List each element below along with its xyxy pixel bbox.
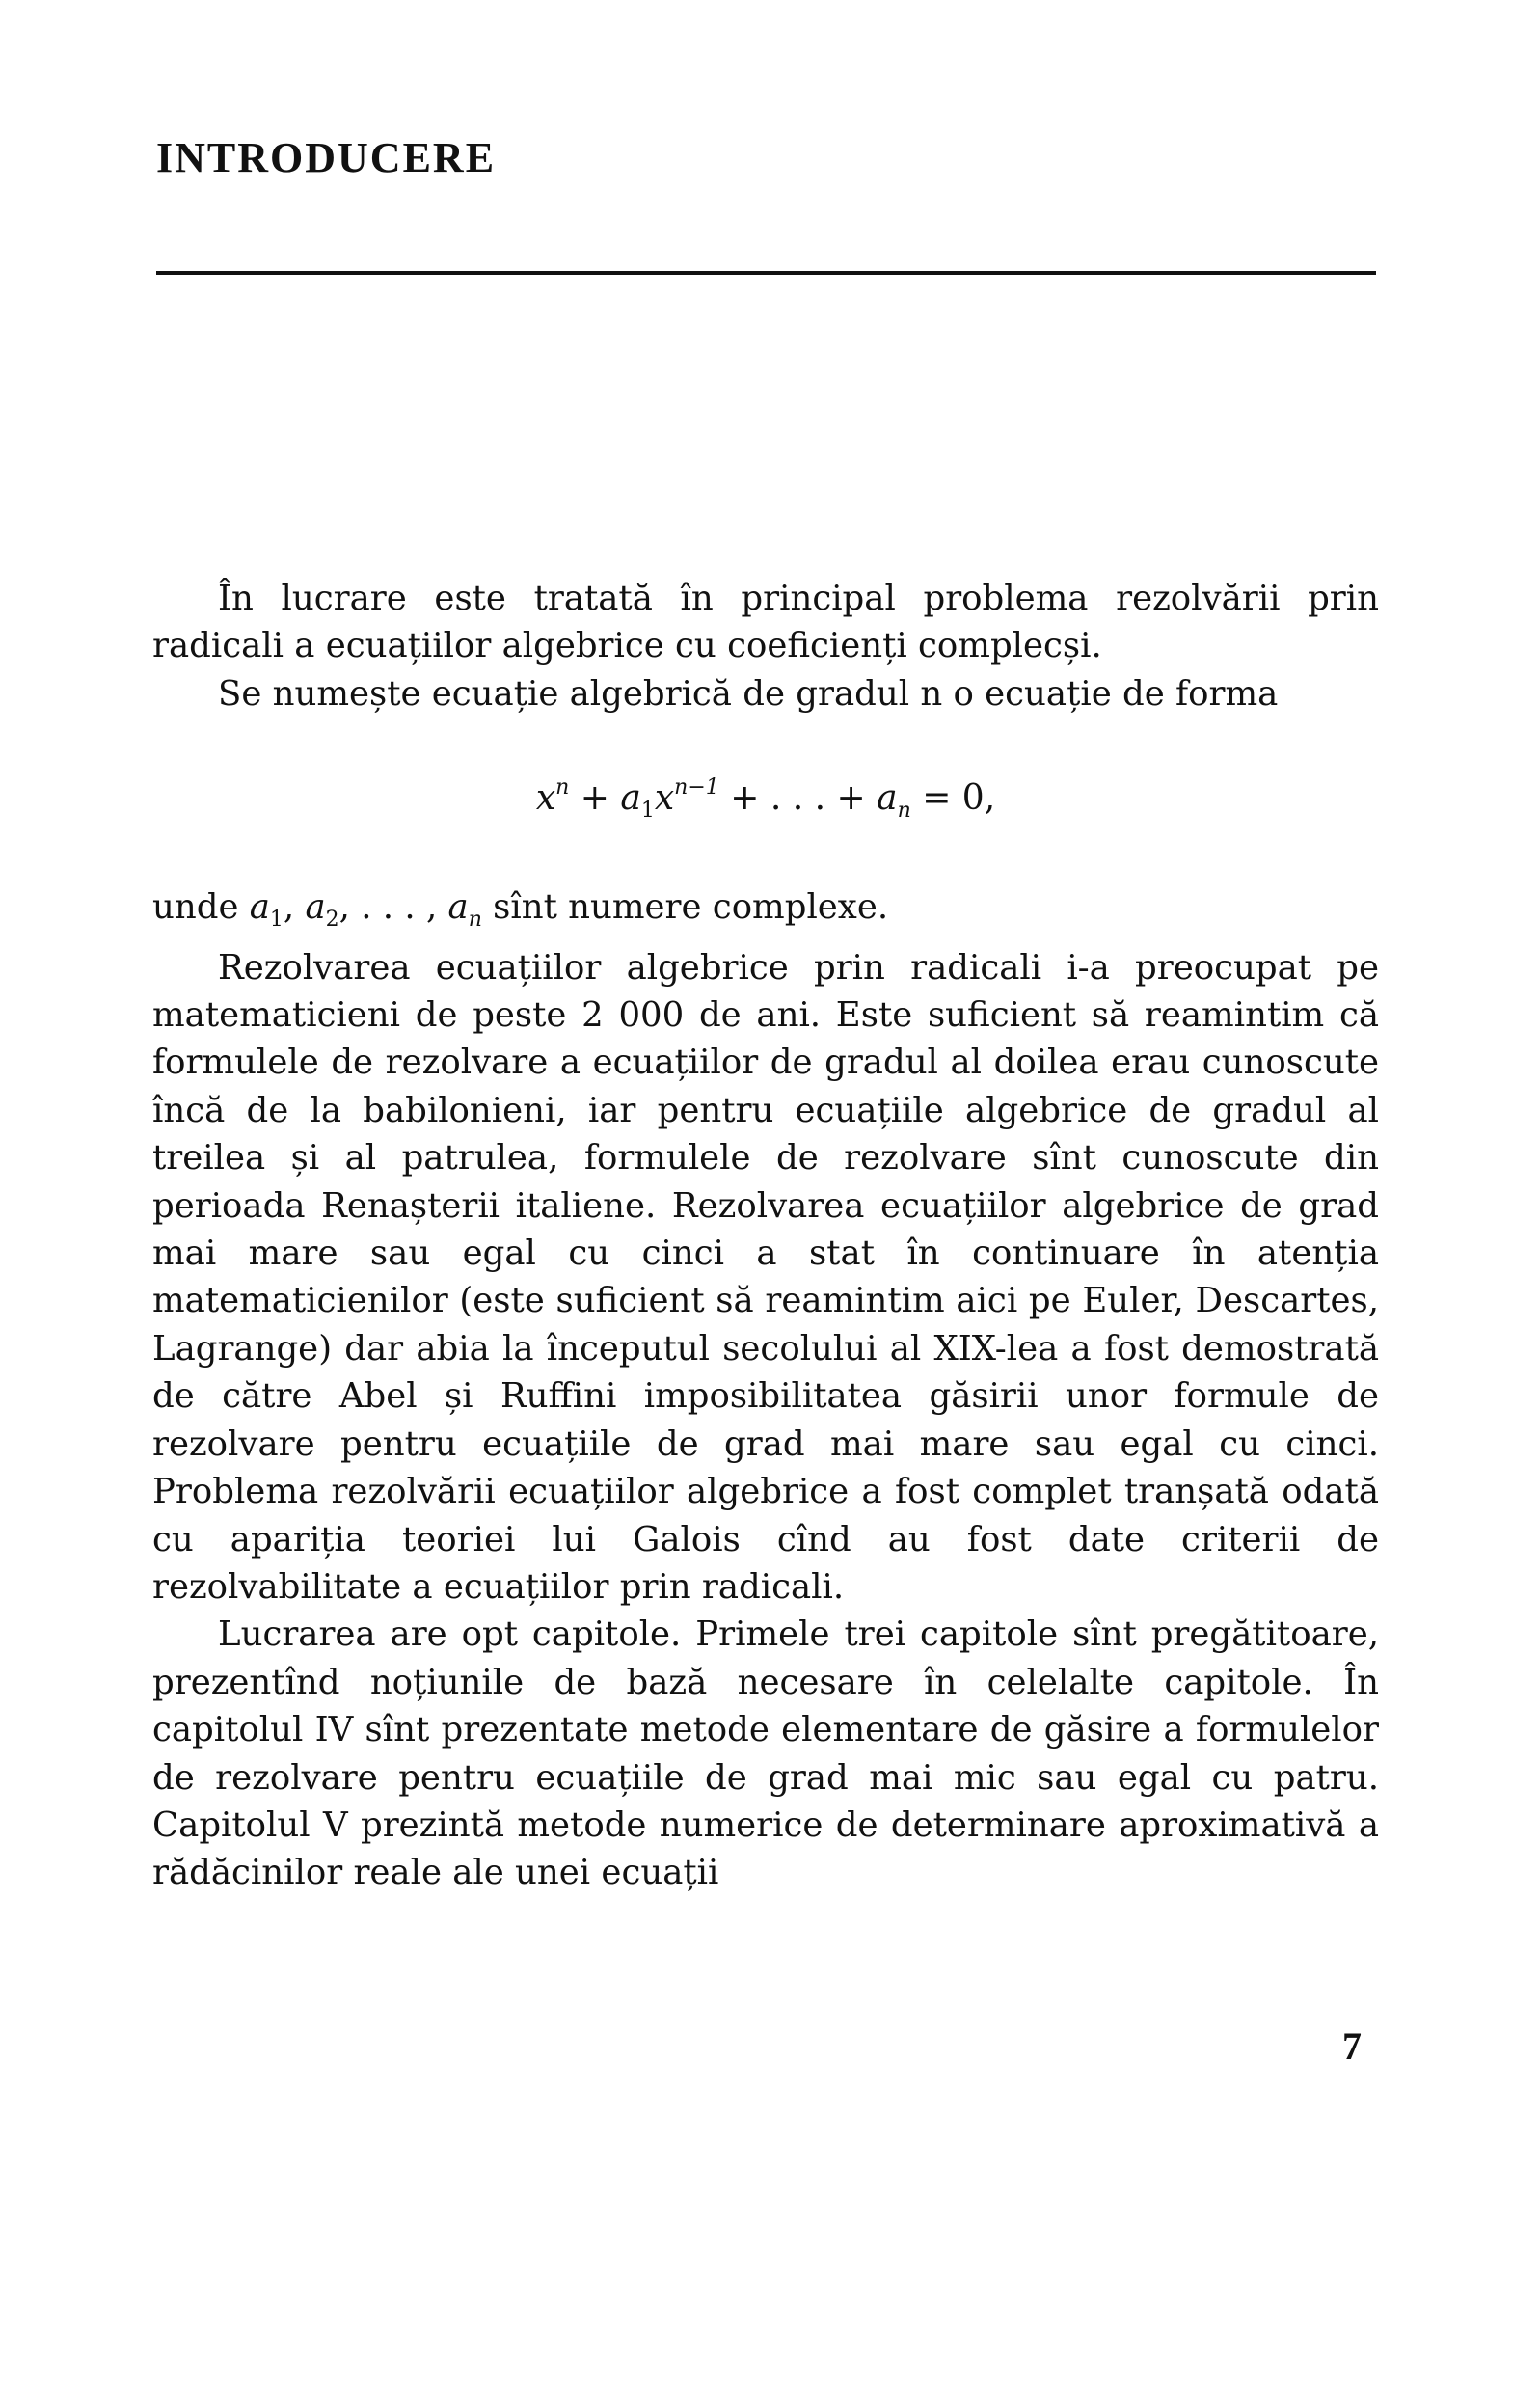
paragraph-structure: Lucrarea are opt capitole. Primele trei capitole sînt pregătitoare, prezentînd noțiunile de bază necesare în celelalte capitole. În capitolul IV sînt prezentate metode elementare de găsire a formulelor de rezolvare pentru ecuațiile de grad mai mic sau egal cu patru. Capitolul V prezintă metode numerice de determinare aproximativă a rădăcinilor reale ale unei ecuații <box>152 1614 1379 1893</box>
paragraph-history: Rezolvarea ecuațiilor algebrice prin radicali i-a preocupat pe matematicieni de peste 2 000 de ani. Este suficient să reamintim că formulele de rezolvare a ecuațiilor de gradul al doilea erau cunoscute încă de la babilonieni, iar pentru ecuațiile algebrice de gradul al treilea și al patrulea, formulele de rezolvare sînt cunoscute din perioada Renașterii italiene. Rezolvarea ecuațiilor algebrice de grad mai mare sau egal cu cinci a stat în continuare în atenția matematicienilor (este suficient să reamintim aici pe Euler, Descartes, Lagrange) dar abia la începutul secolului al XIX-lea a fost demostrată de către Abel și Ruffini imposibilitatea găsirii unor formule de rezolvare pentru ecuațiile de grad mai mare sau egal cu cinci. Problema rezolvării ecuațiilor algebrice a fost complet tranșată odată cu apariția teoriei lui Galois cînd au fost date criterii de rezolvabilitate a ecuațiilor prin radicali. <box>152 947 1379 1607</box>
paragraph-intro: În lucrare este tratată în principal problema rezolvării prin radicali a ecuațiilor algebrice cu coeficienți complecși. <box>152 579 1379 666</box>
section-heading: INTRODUCERE <box>156 134 497 181</box>
paragraph-definition: Se numește ecuație algebrică de gradul n o ecuație de forma <box>218 673 1279 714</box>
polynomial-equation: $x^n + a_1x^{n-1}$ + . . . + $a_n = 0$, <box>535 775 996 824</box>
paragraph-coefficients: unde $a_1$, $a_2$, . . . , $a_n$ sînt numere complexe. <box>152 887 889 933</box>
body-text <box>152 575 1379 1897</box>
page-number: 7 <box>1342 2024 1362 2068</box>
heading-rule <box>156 271 1376 275</box>
